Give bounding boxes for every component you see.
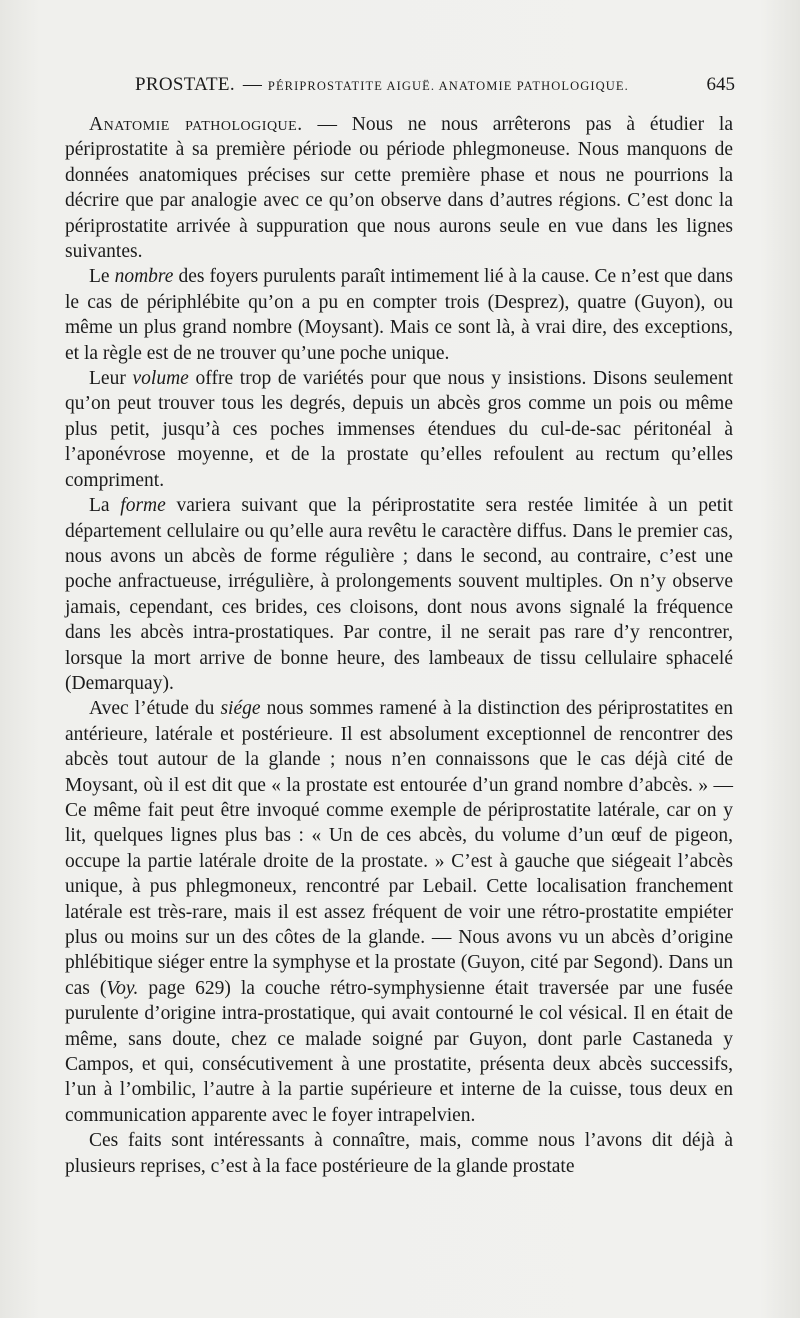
paragraph	[65, 1128, 733, 1179]
body-text	[65, 112, 733, 1179]
paragraph-text: Leur	[89, 368, 133, 390]
paragraph	[65, 366, 733, 493]
paragraph-text: offre trop de variétés pour que nous y insistions. Disons seulement qu’on peut trouver tous les degrés, depuis un abcès gros comme un pois ou même plus petit, jusqu’à ces poches immenses étendues du cul-de-sac péritonéal à l’aponévrose moyenne, et de la prostate qu’elles refoulent au rectum qu’elles compriment.	[65, 368, 733, 491]
paragraph-text: — Nous ne nous arrêterons pas à étudier la périprostatite à sa première période ou période phlegmoneuse. Nous manquons de données anatomiques précises sur cette première phase et nous ne pourrions la décrire que par analogie avec ce qu’on observe dans d’autres régions. C’est donc la périprostatite arrivée à suppuration que nous aurons seule en vue dans les lignes suivantes.	[65, 114, 733, 263]
emphasis: volume	[132, 368, 189, 390]
emphasis: siége	[220, 698, 261, 720]
running-header	[135, 74, 735, 96]
paragraph-text: Avec l’étude du	[89, 698, 221, 720]
header-subtitle: PÉRIPROSTATITE AIGUË. ANATOMIE PATHOLOGIQUE.	[267, 79, 629, 93]
section-heading: Anatomie pathologique.	[89, 114, 303, 135]
emphasis: nombre	[114, 266, 174, 288]
page-number: 645	[706, 74, 735, 95]
paragraph-text: des foyers purulents paraît intimement lié à la cause. Ce n’est que dans le cas de périphlébite qu’on a pu en compter trois (Desprez), quatre (Guyon), ou même un plus grand nombre (Moysant). Mais ce sont là, à vrai dire, des exceptions, et la règle est de ne trouver qu’une poche unique.	[65, 266, 733, 364]
paragraph-text: page 629) la couche rétro-symphysienne était traversée par une fusée purulente d’origine intra-prostatique, qui avait contourné le col vésical. Il en était de même, sans doute, chez ce malade soigné par Guyon, dont parle Castaneda y Campos, et qui, consécutivement à une prostatite, présenta deux abcès successifs, l’un à l’ombilic, l’autre à la partie supérieure et interne de la cuisse, tous deux en communication apparente avec le foyer intrapelvien.	[65, 977, 733, 1126]
header-dash: —	[242, 74, 262, 95]
paragraph-text: Le	[89, 266, 115, 288]
paragraph-text: variera suivant que la périprostatite sera restée limitée à un petit département cellulaire ou qu’elle aura revêtu le caractère diffus. Dans le premier cas, nous avons un abcès de forme régulière ; dans le second, au contraire, c’est une poche anfractueuse, irrégulière, à prolongements souvent multiples. On n’y observe jamais, cependant, ces brides, ces cloisons, dont nous avons signalé la fréquence dans les abcès intra-prostatiques. Par contre, il ne serait pas rare d’y rencontrer, lorsque la mort arrive de bonne heure, des lambeaux de tissu cellulaire sphacelé (Demarquay).	[65, 495, 733, 694]
emphasis: Voy.	[106, 977, 139, 999]
paragraph	[65, 493, 733, 696]
emphasis: forme	[120, 495, 166, 517]
header-title: PROSTATE.	[135, 74, 235, 95]
paragraph-text: Ces faits sont intéressants à connaître, mais, comme nous l’avons dit déjà à plusieurs reprises, c’est à la face postérieure de la glande prostate	[65, 1130, 733, 1177]
paragraph-text: La	[89, 495, 121, 517]
paragraph	[65, 112, 733, 264]
paragraph-text: nous sommes ramené à la distinction des périprostatites en antérieure, latérale et postérieure. Il est absolument exceptionnel de rencontrer des abcès tout autour de la glande ; nous n’en connaissons que le cas déjà cité de Moysant, où il est dit que « la prostate est entourée d’un grand nombre d’abcès. » — Ce même fait peut être invoqué comme exemple de périprostatite latérale, car on y lit, quelques lignes plus bas : « Un de ces abcès, du volume d’un œuf de pigeon, occupe la partie latérale droite de la prostate. » C’est à gauche que siégeait l’abcès unique, à pus phlegmoneux, rencontré par Lebail. Cette localisation franchement latérale est très-rare, mais il est assez fréquent de voir une rétro-prostatite empiéter plus ou moins sur un des côtes de la glande. — Nous avons vu un abcès d’origine phlébitique siéger entre la symphyse et la prostate (Guyon, cité par Segond). Dans un cas (	[65, 698, 733, 999]
paragraph	[65, 264, 733, 366]
paragraph	[65, 696, 733, 1128]
